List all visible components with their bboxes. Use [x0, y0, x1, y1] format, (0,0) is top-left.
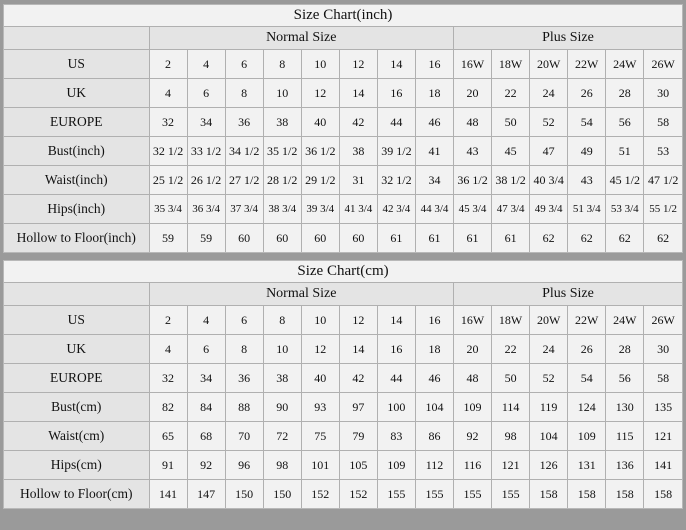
- table-cell: 18: [415, 79, 453, 108]
- row-label: Hollow to Floor(cm): [4, 480, 149, 509]
- table-cell: 155: [454, 480, 492, 509]
- table-cell: 27 1/2: [225, 166, 263, 195]
- table-cell: 112: [415, 451, 453, 480]
- table-cell: 124: [568, 393, 606, 422]
- table-cell: 41 3/4: [339, 195, 377, 224]
- table-cell: 24W: [606, 306, 644, 335]
- table-cell: 16: [415, 50, 453, 79]
- table-cell: 126: [530, 451, 568, 480]
- table-row: [4, 335, 682, 364]
- table-cell: 33 1/2: [187, 137, 225, 166]
- table-cell: 121: [644, 422, 682, 451]
- table-cell: 24: [530, 79, 568, 108]
- row-label: EUROPE: [4, 108, 149, 137]
- table-row: [4, 108, 682, 137]
- table-cell: 47: [530, 137, 568, 166]
- table-cell: 60: [301, 224, 339, 253]
- table-cell: 150: [225, 480, 263, 509]
- table-cell: 47 1/2: [644, 166, 682, 195]
- table-cell: 43: [568, 166, 606, 195]
- table-cell: 20: [454, 79, 492, 108]
- row-label: UK: [4, 79, 149, 108]
- table-cell: 98: [263, 451, 301, 480]
- table-cell: 46: [415, 364, 453, 393]
- table-cell: 6: [187, 79, 225, 108]
- row-label: Bust(inch): [4, 137, 149, 166]
- table-cell: 105: [339, 451, 377, 480]
- table-cell: 8: [263, 306, 301, 335]
- table-cell: 26: [568, 335, 606, 364]
- row-label: US: [4, 50, 149, 79]
- table-cell: 88: [225, 393, 263, 422]
- table-cell: 48: [454, 108, 492, 137]
- table-cell: 12: [339, 50, 377, 79]
- row-label: Hips(inch): [4, 195, 149, 224]
- table-cell: 18W: [492, 50, 530, 79]
- table-cell: 14: [339, 335, 377, 364]
- table-cell: 56: [606, 108, 644, 137]
- table-cell: 43: [454, 137, 492, 166]
- table-cell: 38 1/2: [492, 166, 530, 195]
- page-title: Size Chart(cm): [4, 261, 682, 283]
- table-cell: 155: [492, 480, 530, 509]
- table-title-row: [4, 5, 682, 27]
- table-title-row: [4, 261, 682, 283]
- table-cell: 39 3/4: [301, 195, 339, 224]
- table-cell: 30: [644, 79, 682, 108]
- table-cell: 12: [301, 335, 339, 364]
- row-label: Hips(cm): [4, 451, 149, 480]
- table-cell: 4: [187, 306, 225, 335]
- table-row: [4, 451, 682, 480]
- table-cell: 131: [568, 451, 606, 480]
- table-cell: 20: [454, 335, 492, 364]
- table-cell: 104: [415, 393, 453, 422]
- table-cell: 36 1/2: [301, 137, 339, 166]
- table-cell: 25 1/2: [149, 166, 187, 195]
- table-cell: 115: [606, 422, 644, 451]
- table-cell: 16: [377, 79, 415, 108]
- table-cell: 62: [530, 224, 568, 253]
- table-cell: 10: [301, 50, 339, 79]
- group-header-plus: Plus Size: [454, 283, 683, 306]
- table-cell: 51 3/4: [568, 195, 606, 224]
- table-cell: 34 1/2: [225, 137, 263, 166]
- table-cell: 37 3/4: [225, 195, 263, 224]
- table-cell: 92: [454, 422, 492, 451]
- table-cell: 109: [568, 422, 606, 451]
- table-cell: 20W: [530, 306, 568, 335]
- table-cell: 59: [187, 224, 225, 253]
- table-cell: 16W: [454, 50, 492, 79]
- table-row: [4, 195, 682, 224]
- table-cell: 32: [149, 108, 187, 137]
- table-cell: 16: [415, 306, 453, 335]
- row-label: Waist(cm): [4, 422, 149, 451]
- table-cell: 96: [225, 451, 263, 480]
- table-cell: 29 1/2: [301, 166, 339, 195]
- table-cell: 52: [530, 108, 568, 137]
- table-cell: 42 3/4: [377, 195, 415, 224]
- table-cell: 119: [530, 393, 568, 422]
- table-cell: 54: [568, 108, 606, 137]
- table-cell: 22: [492, 335, 530, 364]
- table-cell: 56: [606, 364, 644, 393]
- table-cell: 40: [301, 108, 339, 137]
- table-cell: 58: [644, 108, 682, 137]
- table-cell: 59: [149, 224, 187, 253]
- table-cell: 22: [492, 79, 530, 108]
- table-row: [4, 422, 682, 451]
- table-row: [4, 224, 682, 253]
- table-cell: 14: [377, 306, 415, 335]
- table-cell: 62: [606, 224, 644, 253]
- table-cell: 45 3/4: [454, 195, 492, 224]
- group-header-plus: Plus Size: [454, 27, 683, 50]
- table-cell: 36 3/4: [187, 195, 225, 224]
- table-cell: 158: [568, 480, 606, 509]
- table-cell: 114: [492, 393, 530, 422]
- table-cell: 136: [606, 451, 644, 480]
- table-cell: 60: [263, 224, 301, 253]
- table-row: [4, 480, 682, 509]
- table-group-row: [4, 27, 682, 50]
- table-cell: 46: [415, 108, 453, 137]
- table-cell: 42: [339, 108, 377, 137]
- table-cell: 8: [263, 50, 301, 79]
- table-cell: 41: [415, 137, 453, 166]
- table-cell: 109: [454, 393, 492, 422]
- table-cell: 10: [263, 79, 301, 108]
- table-cell: 72: [263, 422, 301, 451]
- table-cell: 40 3/4: [530, 166, 568, 195]
- group-row-blank: [4, 27, 149, 50]
- table-cell: 32 1/2: [377, 166, 415, 195]
- table-cell: 28: [606, 79, 644, 108]
- table-row: [4, 166, 682, 195]
- table-cell: 34: [187, 108, 225, 137]
- table-cell: 49 3/4: [530, 195, 568, 224]
- table-cell: 158: [606, 480, 644, 509]
- table-cell: 45: [492, 137, 530, 166]
- table-cell: 36: [225, 364, 263, 393]
- table-cell: 61: [377, 224, 415, 253]
- table-cell: 38: [263, 364, 301, 393]
- table-cell: 22W: [568, 50, 606, 79]
- table-cell: 24: [530, 335, 568, 364]
- table-cell: 62: [644, 224, 682, 253]
- table-cell: 36 1/2: [454, 166, 492, 195]
- table-cell: 28 1/2: [263, 166, 301, 195]
- table-cell: 83: [377, 422, 415, 451]
- table-cell: 28: [606, 335, 644, 364]
- table-cell: 51: [606, 137, 644, 166]
- table-cell: 84: [187, 393, 225, 422]
- table-cell: 38 3/4: [263, 195, 301, 224]
- table-cell: 26: [568, 79, 606, 108]
- table-cell: 152: [339, 480, 377, 509]
- table-cell: 4: [149, 335, 187, 364]
- table-cell: 35 3/4: [149, 195, 187, 224]
- size-chart-inch: [3, 4, 683, 253]
- size-table-inch: [4, 5, 682, 252]
- table-cell: 61: [492, 224, 530, 253]
- table-cell: 48: [454, 364, 492, 393]
- table-cell: 22W: [568, 306, 606, 335]
- table-cell: 18W: [492, 306, 530, 335]
- table-cell: 30: [644, 335, 682, 364]
- table-cell: 158: [530, 480, 568, 509]
- table-cell: 93: [301, 393, 339, 422]
- table-cell: 58: [644, 364, 682, 393]
- table-cell: 8: [225, 335, 263, 364]
- table-cell: 54: [568, 364, 606, 393]
- table-cell: 31: [339, 166, 377, 195]
- table-cell: 6: [225, 50, 263, 79]
- row-label: UK: [4, 335, 149, 364]
- table-cell: 155: [415, 480, 453, 509]
- table-group-row: [4, 283, 682, 306]
- table-cell: 97: [339, 393, 377, 422]
- table-cell: 26W: [644, 306, 682, 335]
- table-cell: 55 1/2: [644, 195, 682, 224]
- table-cell: 20W: [530, 50, 568, 79]
- table-cell: 141: [644, 451, 682, 480]
- table-row: [4, 306, 682, 335]
- table-cell: 44: [377, 364, 415, 393]
- table-cell: 82: [149, 393, 187, 422]
- size-chart-cm: [3, 260, 683, 509]
- table-cell: 32: [149, 364, 187, 393]
- table-cell: 16: [377, 335, 415, 364]
- row-label: US: [4, 306, 149, 335]
- table-cell: 50: [492, 108, 530, 137]
- row-label: Hollow to Floor(inch): [4, 224, 149, 253]
- table-cell: 44 3/4: [415, 195, 453, 224]
- table-cell: 152: [301, 480, 339, 509]
- table-cell: 91: [149, 451, 187, 480]
- table-cell: 90: [263, 393, 301, 422]
- table-cell: 61: [415, 224, 453, 253]
- table-cell: 10: [301, 306, 339, 335]
- table-cell: 98: [492, 422, 530, 451]
- table-cell: 26 1/2: [187, 166, 225, 195]
- table-cell: 4: [187, 50, 225, 79]
- table-cell: 2: [149, 306, 187, 335]
- table-cell: 150: [263, 480, 301, 509]
- table-cell: 40: [301, 364, 339, 393]
- table-row: [4, 50, 682, 79]
- table-cell: 68: [187, 422, 225, 451]
- table-cell: 50: [492, 364, 530, 393]
- table-cell: 14: [339, 79, 377, 108]
- table-cell: 2: [149, 50, 187, 79]
- table-cell: 42: [339, 364, 377, 393]
- table-cell: 8: [225, 79, 263, 108]
- table-cell: 38: [339, 137, 377, 166]
- table-cell: 6: [187, 335, 225, 364]
- table-cell: 61: [454, 224, 492, 253]
- table-cell: 60: [339, 224, 377, 253]
- table-cell: 10: [263, 335, 301, 364]
- table-cell: 86: [415, 422, 453, 451]
- table-cell: 34: [415, 166, 453, 195]
- table-cell: 36: [225, 108, 263, 137]
- table-cell: 4: [149, 79, 187, 108]
- table-cell: 62: [568, 224, 606, 253]
- table-cell: 53 3/4: [606, 195, 644, 224]
- table-cell: 116: [454, 451, 492, 480]
- table-cell: 47 3/4: [492, 195, 530, 224]
- table-cell: 75: [301, 422, 339, 451]
- size-table-cm: [4, 261, 682, 508]
- table-cell: 16W: [454, 306, 492, 335]
- group-row-blank: [4, 283, 149, 306]
- table-cell: 35 1/2: [263, 137, 301, 166]
- table-cell: 45 1/2: [606, 166, 644, 195]
- table-cell: 65: [149, 422, 187, 451]
- table-cell: 155: [377, 480, 415, 509]
- table-cell: 52: [530, 364, 568, 393]
- table-cell: 147: [187, 480, 225, 509]
- page-title: Size Chart(inch): [4, 5, 682, 27]
- table-cell: 14: [377, 50, 415, 79]
- table-cell: 53: [644, 137, 682, 166]
- table-cell: 12: [301, 79, 339, 108]
- table-cell: 49: [568, 137, 606, 166]
- table-cell: 130: [606, 393, 644, 422]
- table-cell: 24W: [606, 50, 644, 79]
- table-cell: 101: [301, 451, 339, 480]
- group-header-normal: Normal Size: [149, 283, 454, 306]
- table-cell: 121: [492, 451, 530, 480]
- table-cell: 34: [187, 364, 225, 393]
- table-cell: 141: [149, 480, 187, 509]
- row-label: Waist(inch): [4, 166, 149, 195]
- table-cell: 26W: [644, 50, 682, 79]
- table-cell: 158: [644, 480, 682, 509]
- table-row: [4, 79, 682, 108]
- table-cell: 104: [530, 422, 568, 451]
- row-label: Bust(cm): [4, 393, 149, 422]
- table-cell: 100: [377, 393, 415, 422]
- table-cell: 60: [225, 224, 263, 253]
- table-cell: 18: [415, 335, 453, 364]
- table-cell: 70: [225, 422, 263, 451]
- table-row: [4, 364, 682, 393]
- row-label: EUROPE: [4, 364, 149, 393]
- table-cell: 135: [644, 393, 682, 422]
- table-cell: 44: [377, 108, 415, 137]
- table-row: [4, 137, 682, 166]
- table-cell: 38: [263, 108, 301, 137]
- table-row: [4, 393, 682, 422]
- table-cell: 32 1/2: [149, 137, 187, 166]
- table-cell: 39 1/2: [377, 137, 415, 166]
- table-cell: 79: [339, 422, 377, 451]
- table-cell: 12: [339, 306, 377, 335]
- table-cell: 6: [225, 306, 263, 335]
- group-header-normal: Normal Size: [149, 27, 454, 50]
- table-cell: 92: [187, 451, 225, 480]
- table-cell: 109: [377, 451, 415, 480]
